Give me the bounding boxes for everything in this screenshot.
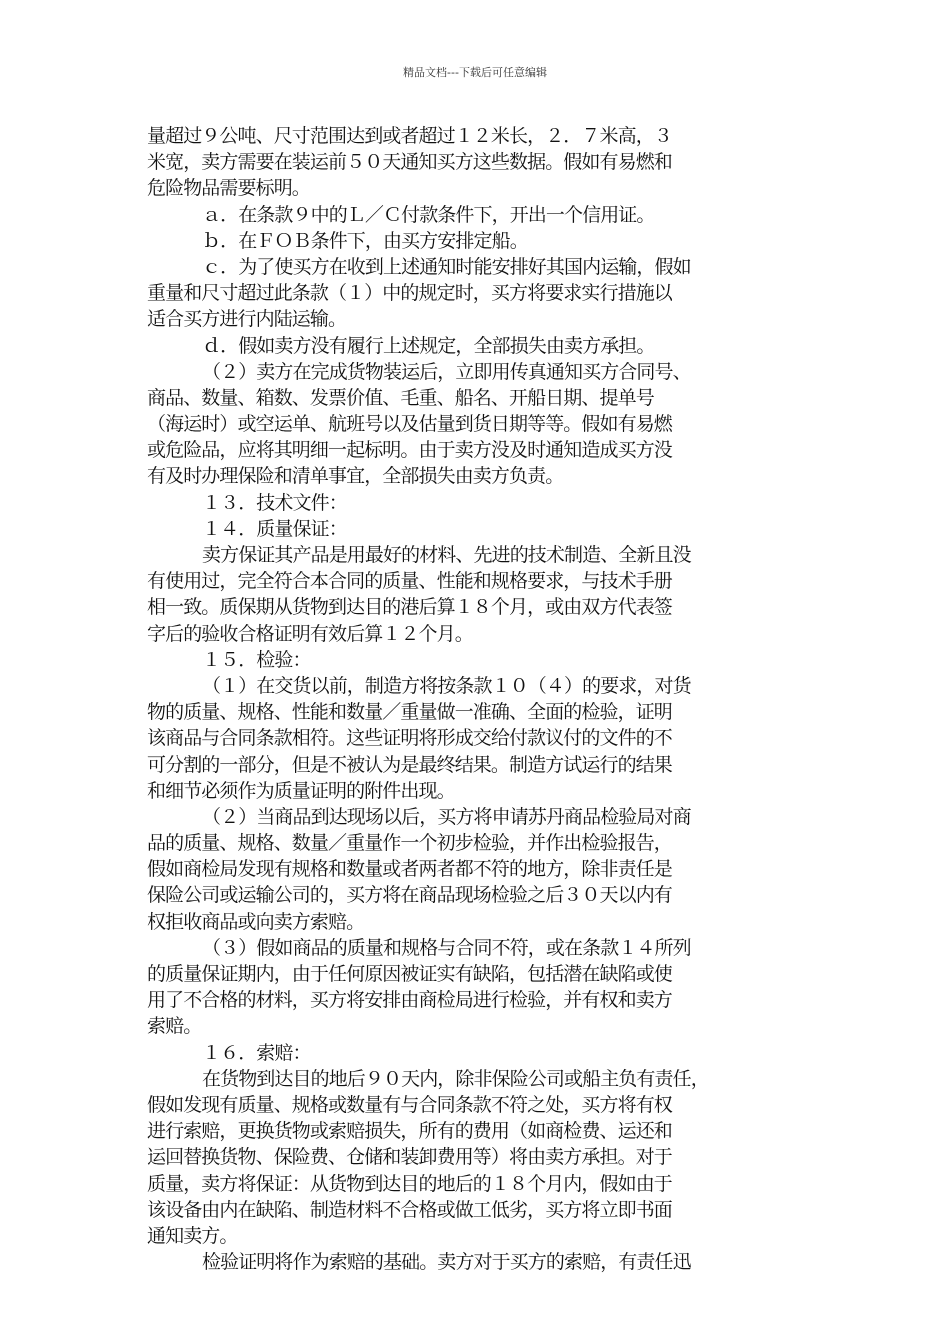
text-line: 用了不合格的材料，买方将安排由商检局进行检验，并有权和卖方 — [147, 989, 672, 1012]
text-line: 字后的验收合格证明有效后算１２个月。 — [147, 622, 473, 645]
text-line: 该商品与合同条款相符。这些证明将形成交给付款议付的文件的不 — [147, 727, 672, 750]
text-line: （２）卖方在完成货物装运后，立即用传真通知买方合同号、 — [202, 360, 691, 383]
text-line: （２）当商品到达现场以后，买方将申请苏丹商品检验局对商 — [202, 805, 691, 828]
text-line: ｄ．假如卖方没有履行上述规定，全部损失由卖方承担。 — [202, 334, 655, 357]
text-line: 可分割的一部分，但是不被认为是最终结果。制造方试运行的结果 — [147, 753, 672, 776]
document-body — [147, 123, 813, 1275]
text-line: 在货物到达目的地后９０天内，除非保险公司或船主负有责任， — [202, 1067, 709, 1090]
text-line: 卖方保证其产品是用最好的材料、先进的技术制造、全新且没 — [202, 544, 691, 566]
text-line: 量超过９公吨、尺寸范围达到或者超过１２米长，２．７米高，３ — [147, 125, 672, 147]
text-line: 索赔。 — [147, 1015, 202, 1038]
text-line: ａ．在条款９中的Ｌ／Ｃ付款条件下，开出一个信用证。 — [202, 203, 655, 226]
text-line: ｂ．在ＦＯＢ条件下，由买方安排定船。 — [202, 229, 528, 252]
text-line: 或危险品，应将其明细一起标明。由于卖方没及时通知造成买方没 — [147, 439, 672, 462]
text-line: 和细节必须作为质量证明的附件出现。 — [147, 779, 455, 802]
text-line: ｃ．为了使买方在收到上述通知时能安排好其国内运输，假如 — [202, 255, 691, 278]
section-heading: １４．质量保证： — [202, 517, 347, 540]
section-heading: １３．技术文件： — [202, 491, 347, 514]
text-line: 有使用过，完全符合本合同的质量、性能和规格要求，与技术手册 — [147, 570, 672, 593]
text-line: 该设备由内在缺陷、制造材料不合格或做工低劣，买方将立即书面 — [147, 1198, 672, 1221]
text-line: 通知卖方。 — [147, 1224, 238, 1247]
text-line: （３）假如商品的质量和规格与合同不符，或在条款１４所列 — [202, 936, 691, 959]
text-line: 重量和尺寸超过此条款（１）中的规定时，买方将要求实行措施以 — [147, 282, 672, 305]
text-line: 质量，卖方将保证：从货物到达目的地后的１８个月内，假如由于 — [147, 1172, 672, 1195]
text-line: 相一致。质保期从货物到达目的港后算１８个月，或由双方代表签 — [147, 596, 672, 619]
text-line: 米宽，卖方需要在装运前５０天通知买方这些数据。假如有易燃和 — [147, 151, 672, 174]
text-line: 运回替换货物、保险费、仓储和装卸费用等）将由卖方承担。对于 — [147, 1146, 672, 1169]
text-line: 商品、数量、箱数、发票价值、毛重、船名、开船日期、提单号 — [147, 386, 654, 409]
text-line: 品的质量、规格、数量／重量作一个初步检验，并作出检验报告， — [147, 832, 672, 855]
text-line: 的质量保证期内，由于任何原因被证实有缺陷，包括潜在缺陷或使 — [147, 963, 672, 985]
text-line: （海运时）或空运单、航班号以及估量到货日期等等。假如有易燃 — [147, 413, 672, 436]
text-line: 进行索赔，更换货物或索赔损失，所有的费用（如商检费、运还和 — [147, 1120, 672, 1143]
page-header: 精品文档---下载后可任意编辑 — [403, 66, 547, 79]
text-line: （１）在交货以前，制造方将按条款１０（４）的要求，对货 — [202, 674, 691, 697]
text-line: 物的质量、规格、性能和数量／重量做一准确、全面的检验，证明 — [147, 701, 672, 724]
text-line: 权拒收商品或向卖方索赔。 — [147, 910, 365, 933]
text-line: 适合买方进行内陆运输。 — [147, 308, 347, 331]
section-heading: １５．检验： — [202, 648, 311, 671]
text-line: 保险公司或运输公司的，买方将在商品现场检验之后３０天以内有 — [147, 884, 672, 907]
text-line: 假如发现有质量、规格或数量有与合同条款不符之处，买方将有权 — [147, 1093, 672, 1116]
text-line: 有及时办理保险和清单事宜，全部损失由卖方负责。 — [147, 465, 564, 488]
text-line: 危险物品需要标明。 — [147, 177, 310, 200]
text-line: 假如商检局发现有规格和数量或者两者都不符的地方，除非责任是 — [147, 858, 672, 881]
text-line: 检验证明将作为索赔的基础。卖方对于买方的索赔，有责任迅 — [202, 1251, 691, 1274]
section-heading: １６．索赔： — [202, 1041, 311, 1064]
